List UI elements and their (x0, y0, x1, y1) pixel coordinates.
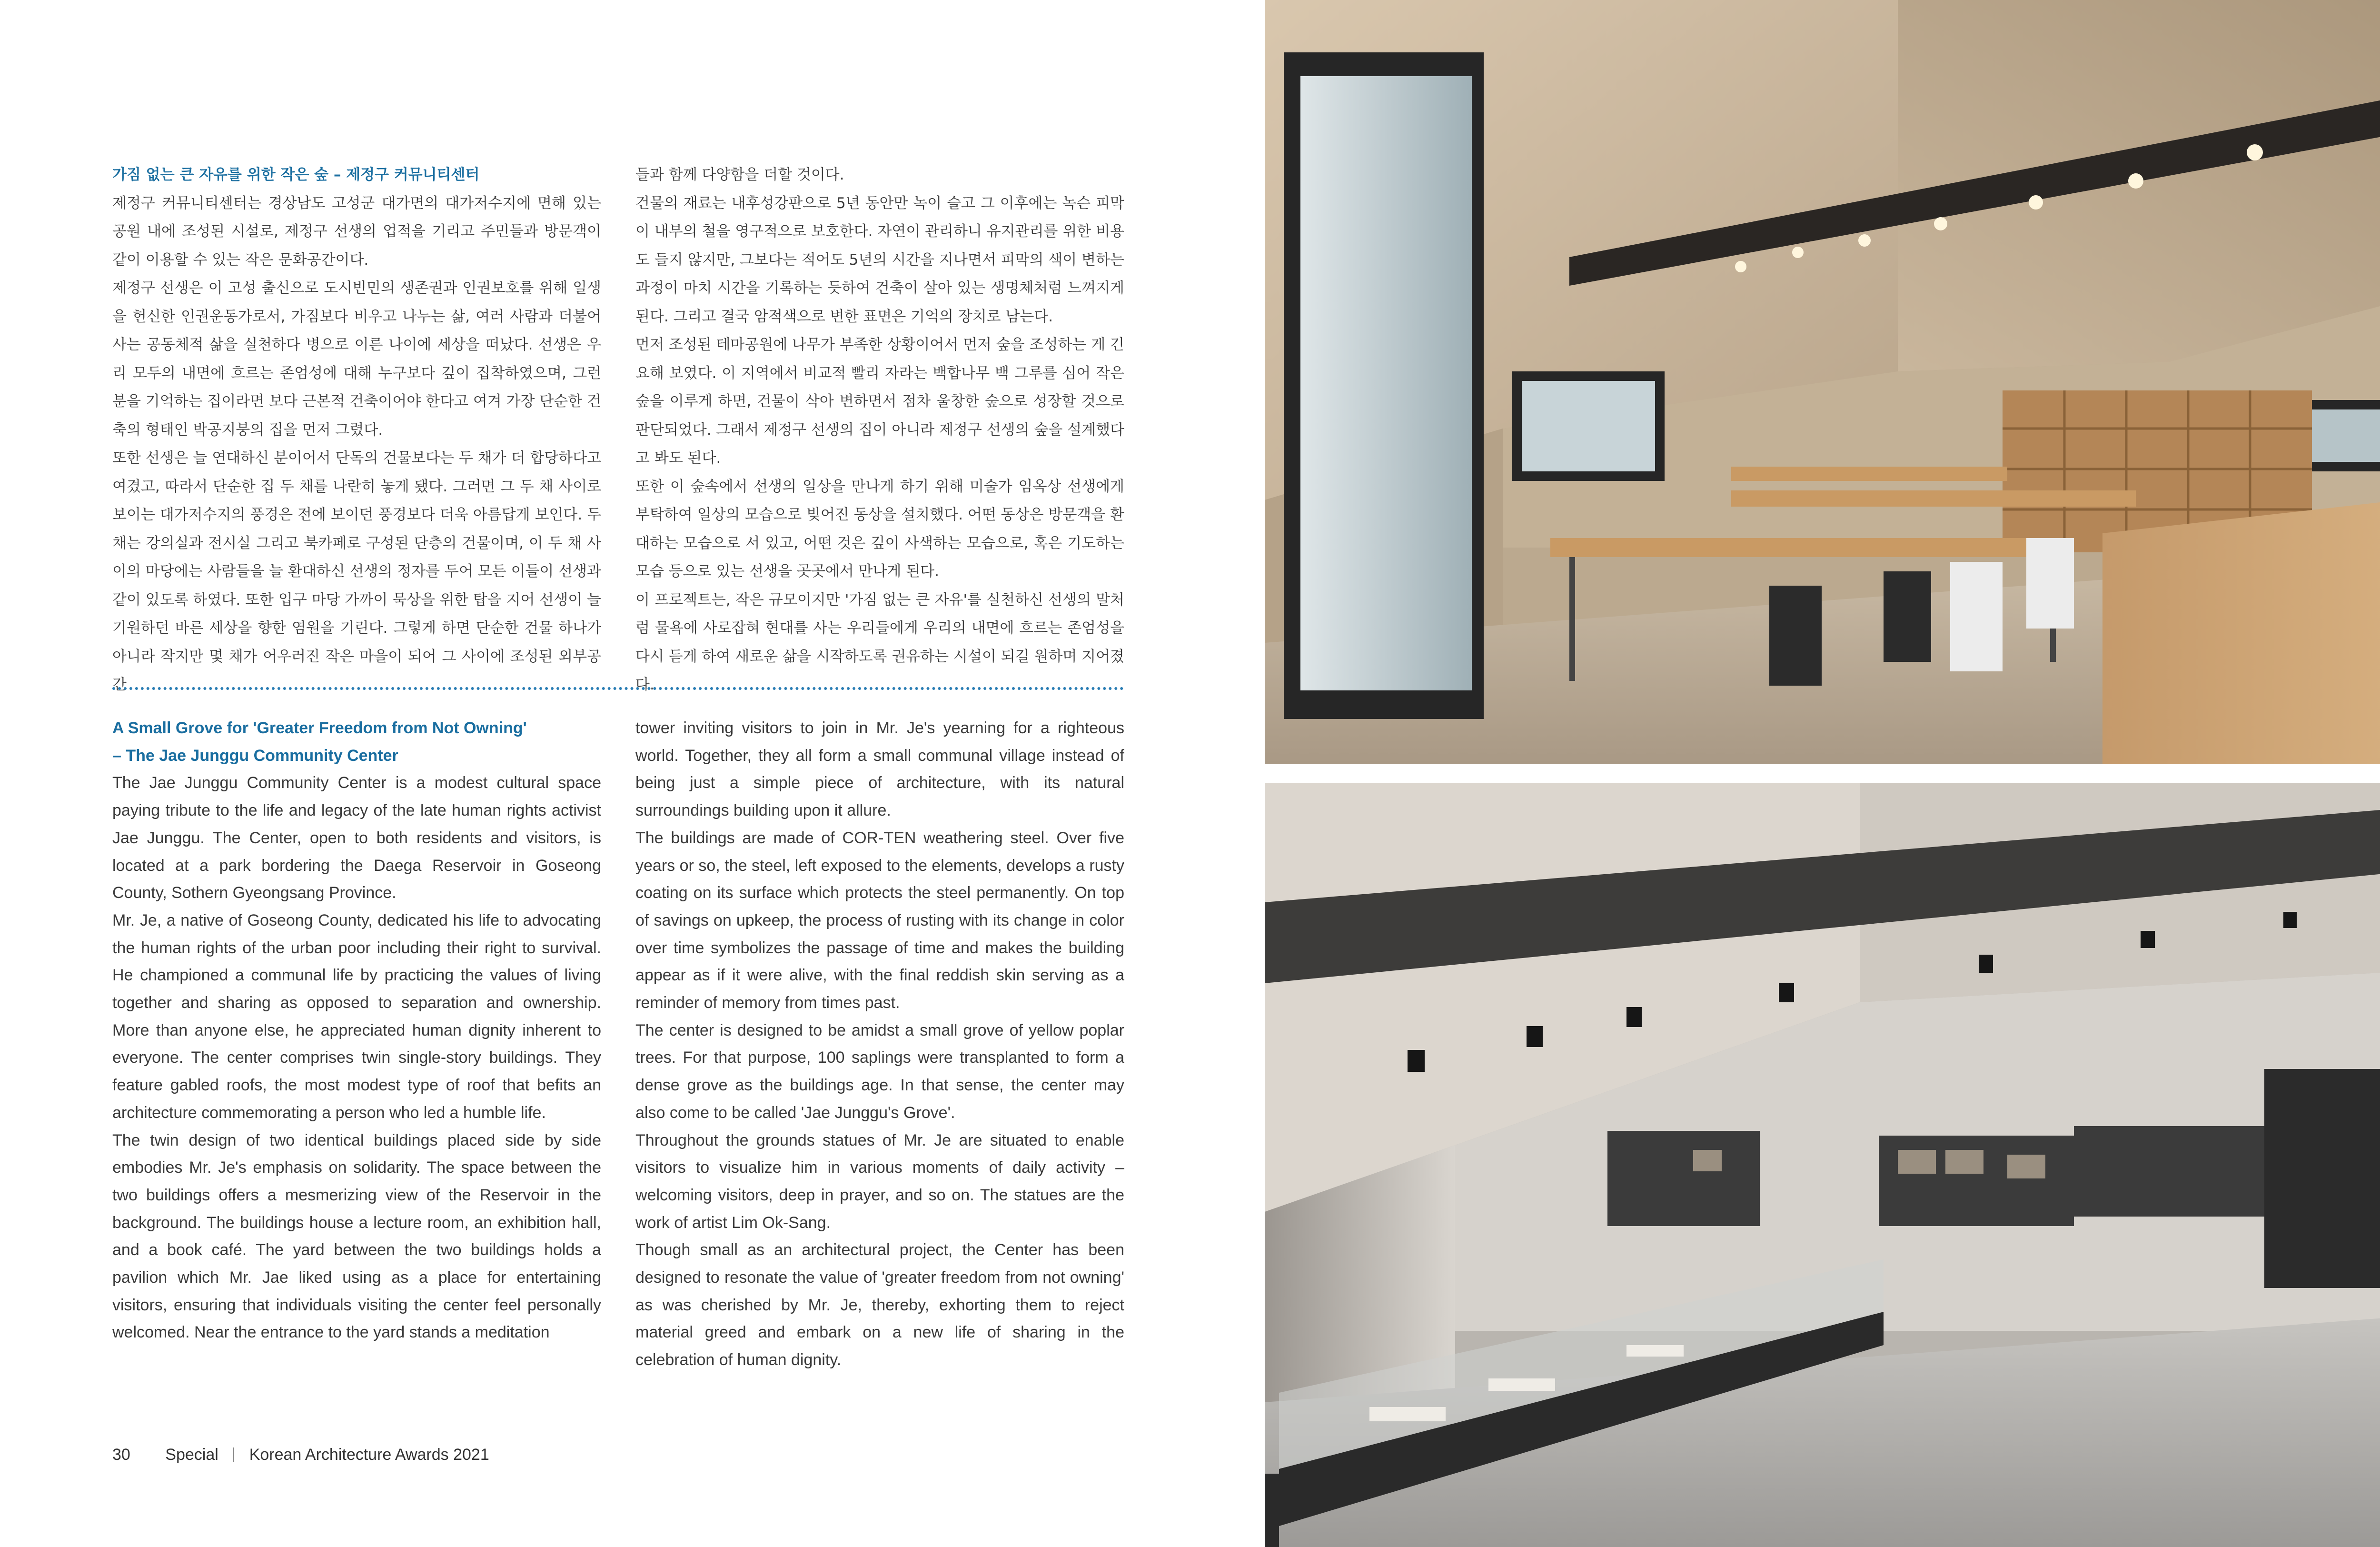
korean-paragraph: 건물의 재료는 내후성강판으로 5년 동안만 녹이 슬고 그 이후에는 녹슨 피막이 내부의 철을 영구적으로 보호한다. 자연이 관리하니 유지관리를 위한 비용도 들지 않지만, 그보다는 적어도 5년의 시간을 지나면서 피막의 색이 변하는 과정이 마치 시간을 기록하는 듯하여 건축이 살아 있는 생명체처럼 느껴지게 된다. 그리고 결국 암적색으로 변한 표면은 기억의 장치로 남는다. (635, 194, 1124, 325)
page-number: 30 (112, 1446, 130, 1464)
section-divider (112, 687, 1124, 690)
korean-left-column (112, 161, 601, 699)
footer-publication: Korean Architecture Awards 2021 (249, 1446, 489, 1464)
english-left-column (112, 715, 601, 1347)
english-paragraph: The twin design of two identical buildings placed side by side embodies Mr. Je's emphasis on solidarity. The space between the two buildings offers a mesmerizing view of the Reservoir in the background. The buildings house a lecture room, an exhibition hall, and a book café. The yard between the two buildings holds a pavilion which Mr. Jae liked using as a place for entertaining visitors, ensuring that individuals visiting the center feel personally welcomed. Near the entrance to the yard stands a meditation (112, 1131, 601, 1342)
korean-paragraph: 또한 선생은 늘 연대하신 분이어서 단독의 건물보다는 두 채가 더 합당하다고 여겼고, 따라서 단순한 집 두 채를 나란히 놓게 됐다. 그러면 그 두 채 사이로 보이는 대가저수지의 풍경은 전에 보이던 풍경보다 더욱 아름답게 보인다. 두 채는 강의실과 전시실 그리고 북카페로 구성된 단층의 건물이며, 이 두 채 사이의 마당에는 사람들을 늘 환대하신 선생의 정자를 두어 모든 이들이 선생과 같이 있도록 하였다. 또한 입구 마당 가까이 묵상을 위한 탑을 지어 선생이 늘 기원하던 바른 세상을 향한 염원을 기린다. 그렇게 하면 단순한 건물 하나가 아니라 작지만 몇 채가 어우러진 작은 마을이 되어 그 사이에 조성된 외부공간 (112, 449, 601, 693)
english-paragraph: tower inviting visitors to join in Mr. Je's yearning for a righteous world. Together, they all form a small communal village instead of being just a simple piece of architecture, with its natural surroundings building upon it allure. (635, 719, 1124, 820)
english-right-column (635, 715, 1124, 1374)
korean-paragraph: 제정구 커뮤니티센터는 경상남도 고성군 대가면의 대가저수지에 면해 있는 공원 내에 조성된 시설로, 제정구 선생의 업적을 기리고 주민들과 방문객이 같이 이용할 수 있는 작은 문화공간이다. (112, 194, 601, 269)
english-heading-line2: – The Jae Junggu Community Center (112, 746, 398, 765)
interior-book-cafe-photo (1265, 0, 2380, 764)
english-paragraph: The buildings are made of COR-TEN weathering steel. Over five years or so, the steel, left exposed to the elements, develops a rusty coating on its surface which protects the steel permanently. On top of savings on upkeep, the process of rusting with its change in color over time symbolizes the passage of time and makes the building appear as if it were alive, with the final reddish skin serving as a reminder of memory from times past. (635, 828, 1124, 1012)
korean-paragraph: 먼저 조성된 테마공원에 나무가 부족한 상황이어서 먼저 숲을 조성하는 게 긴요해 보였다. 이 지역에서 비교적 빨리 자라는 백합나무 백 그루를 심어 작은 숲을 이루게 하면, 건물이 삭아 변하면서 점차 울창한 숲으로 성장할 것으로 판단되었다. 그래서 제정구 선생의 집이 아니라 제정구 선생의 숲을 설계했다고 봐도 된다. (635, 336, 1124, 467)
footer-section: Special (165, 1446, 218, 1464)
english-paragraph: Though small as an architectural project, the Center has been designed to resonate the value of 'greater freedom from not owning' as was cherished by Mr. Je, thereby, exhorting them to reject material greed and embark on a new life of sharing in the celebration of human dignity. (635, 1241, 1124, 1369)
english-paragraph: Throughout the grounds statues of Mr. Je are situated to enable visitors to visualize him in various moments of daily activity – welcoming visitors, deep in prayer, and so on. The statues are the work of artist Lim Ok-Sang. (635, 1131, 1124, 1232)
page-footer (112, 1446, 489, 1464)
english-paragraph: Mr. Je, a native of Goseong County, dedicated his life to advocating the human rights of the urban poor including their right to survival. He championed a communal life by practicing the values of living together and sharing as opposed to separation and ownership. More than anyone else, he appreciated human dignity inherent to everyone. The center comprises twin single-story buildings. They feature gabled roofs, the most modest type of roof that befits an architecture commemorating a person who led a humble life. (112, 911, 601, 1122)
korean-paragraph: 제정구 선생은 이 고성 출신으로 도시빈민의 생존권과 인권보호를 위해 일생을 헌신한 인권운동가로서, 가짐보다 비우고 나누는 삶, 여러 사람과 더불어 사는 공동체적 삶을 실천하다 병으로 이른 나이에 세상을 떠났다. 선생은 우리 모두의 내면에 흐르는 존엄성에 대해 누구보다 깊이 집착하였으며, 그런 분을 기억하는 집이라면 보다 근본적 건축이어야 한다고 여겨 가장 단순한 건축의 형태인 박공지붕의 집을 먼저 그렸다. (112, 279, 601, 439)
korean-heading: 가짐 없는 큰 자유를 위한 작은 숲 – 제정구 커뮤니티센터 (112, 166, 480, 183)
korean-paragraph: 이 프로젝트는, 작은 규모이지만 '가짐 없는 큰 자유'를 실천하신 선생의 말처럼 물욕에 사로잡혀 현대를 사는 우리들에게 우리의 내면에 흐르는 존엄성을 다시 듣게 하여 새로운 삶을 시작하도록 권유하는 시설이 되길 원하며 지어졌다. (635, 591, 1124, 693)
korean-paragraph: 또한 이 숲속에서 선생의 일상을 만나게 하기 위해 미술가 임옥상 선생에게 부탁하여 일상의 모습으로 빚어진 동상을 설치했다. 어떤 동상은 방문객을 환대하는 모습으로 서 있고, 어떤 것은 깊이 사색하는 모습으로, 혹은 기도하는 모습 등으로 있는 선생을 곳곳에서 만나게 된다. (635, 478, 1124, 580)
english-heading-line1: A Small Grove for 'Greater Freedom from Not Owning' (112, 719, 527, 737)
footer-separator (233, 1447, 234, 1462)
english-paragraph: The Jae Junggu Community Center is a modest cultural space paying tribute to the life and legacy of the late human rights activist Jae Junggu. The Center, open to both residents and visitors, is located at a park bordering the Daega Reservoir in Goseong County, Sothern Gyeongsang Province. (112, 774, 601, 902)
korean-right-column (635, 161, 1124, 699)
english-paragraph: The center is designed to be amidst a small grove of yellow poplar trees. For that purpose, 100 saplings were transplanted to form a dense grove as the buildings age. In that sense, the center may also come to be called 'Jae Junggu's Grove'. (635, 1021, 1124, 1122)
interior-exhibition-hall-photo (1265, 783, 2380, 1547)
korean-paragraph: 들과 함께 다양함을 더할 것이다. (635, 166, 844, 183)
